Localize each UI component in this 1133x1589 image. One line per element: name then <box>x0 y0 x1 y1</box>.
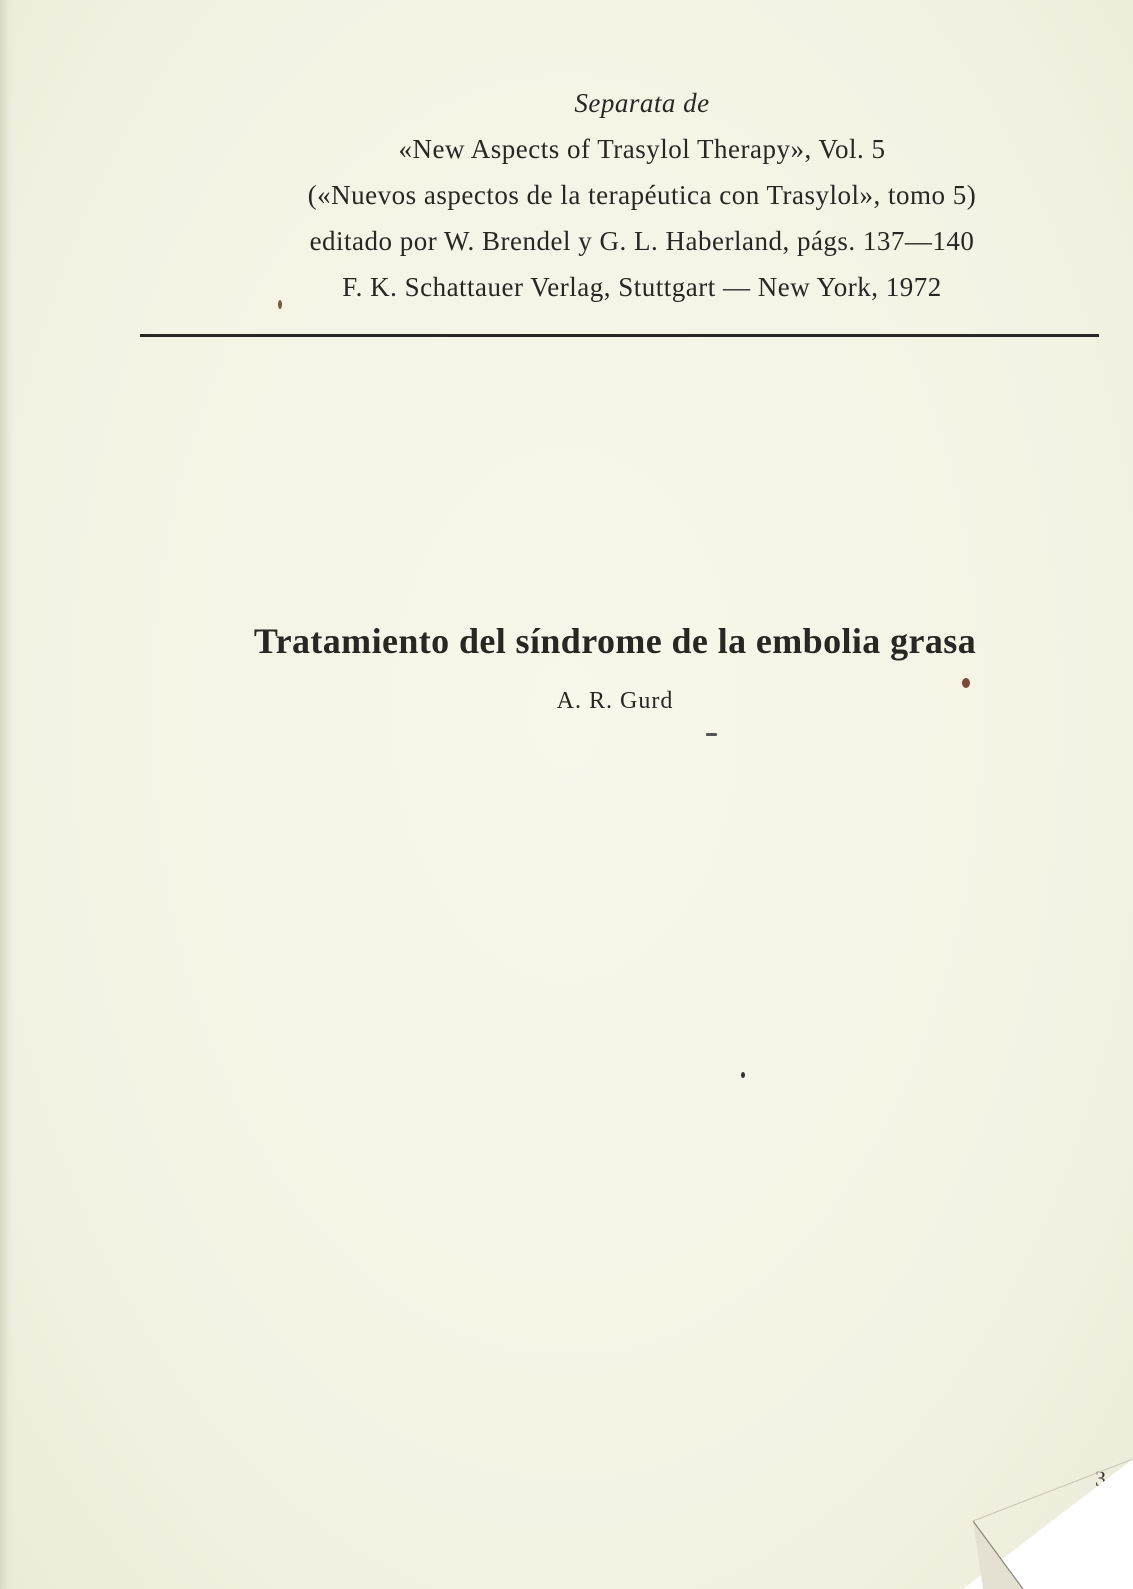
offprint-header <box>150 80 1133 310</box>
book-title-spanish-line: («Nuevos aspectos de la terapéutica con Trasylol», tomo 5) <box>307 180 977 210</box>
paper-speck <box>962 678 970 688</box>
header-divider <box>140 334 1099 337</box>
paper-speck <box>278 300 282 309</box>
publisher-line: F. K. Schattauer Verlag, Stuttgart — New York, 1972 <box>342 272 942 302</box>
paper-speck <box>706 733 717 736</box>
book-title-line: «New Aspects of Trasylol Therapy», Vol. 5 <box>398 134 886 164</box>
folded-corner <box>963 1459 1133 1589</box>
editors-pages-line: editado por W. Brendel y G. L. Haberland, págs. 137—140 <box>309 226 975 256</box>
paper-speck <box>741 1072 745 1078</box>
article-title: Tratamiento del síndrome de la embolia grasa <box>253 621 977 661</box>
page-left-edge <box>0 0 14 1589</box>
page-number-mark: 3 <box>1095 1466 1106 1491</box>
separata-label: Separata de <box>574 88 710 118</box>
article-author: A. R. Gurd <box>556 688 674 714</box>
